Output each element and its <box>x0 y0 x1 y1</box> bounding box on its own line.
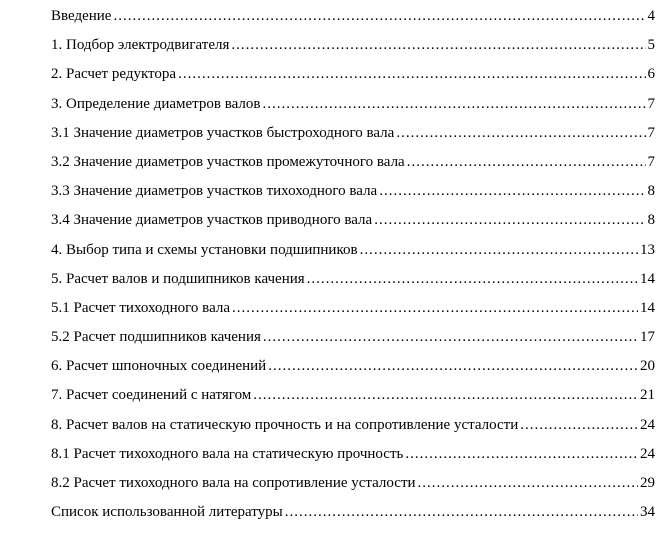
toc-dot-leader <box>113 6 645 26</box>
toc-entry-page: 7 <box>647 153 655 170</box>
toc-dot-leader <box>396 123 645 143</box>
toc-dot-leader <box>379 181 645 201</box>
toc-entry-title: Введение <box>51 8 112 24</box>
toc-dot-leader <box>405 444 638 464</box>
toc-entry-page: 13 <box>640 241 655 258</box>
toc-dot-leader <box>520 415 638 435</box>
toc-entry-title: 3. Определение диаметров валов <box>51 95 261 112</box>
toc-entry-title: 8.2 Расчет тихоходного вала на сопротивление усталости <box>51 475 416 491</box>
toc-entry-6[interactable] <box>51 356 655 385</box>
toc-entry-title: 8.1 Расчет тихоходного вала на статическую прочность <box>51 445 404 462</box>
toc-dot-leader <box>253 385 638 405</box>
toc-entry-8-1[interactable] <box>51 444 655 473</box>
toc-dot-leader <box>263 94 646 114</box>
toc-dot-leader <box>285 502 638 522</box>
toc-entry-page: 6 <box>647 66 655 83</box>
toc-entry-title: 1. Подбор электродвигателя <box>51 37 230 54</box>
toc-entry-title: 3.1 Значение диаметров участков быстроходного вала <box>51 124 395 141</box>
toc-entry-5[interactable] <box>51 269 655 298</box>
toc-entry-page: 8 <box>647 212 655 229</box>
toc-entry-title: 4. Выбор типа и схемы установки подшипников <box>51 241 358 258</box>
toc-entry-page: 5 <box>647 37 655 54</box>
toc-entry-references[interactable] <box>51 502 655 531</box>
toc-dot-leader <box>231 35 645 55</box>
toc-entry-page: 21 <box>640 387 655 404</box>
toc-entry-title: 8. Расчет валов на статическую прочность и на сопротивление усталости <box>51 416 519 433</box>
toc-entry-page: 24 <box>640 416 655 433</box>
toc-entry-page: 14 <box>640 270 655 287</box>
toc-entry-title: 6. Расчет шпоночных соединений <box>51 358 267 375</box>
toc-entry-page: 24 <box>640 445 655 462</box>
toc-entry-title: 2. Расчет редуктора <box>51 66 177 83</box>
toc-dot-leader <box>360 240 638 260</box>
toc-entry-page: 7 <box>647 95 655 112</box>
toc-dot-leader <box>418 473 638 493</box>
toc-entry-page: 7 <box>647 124 655 141</box>
toc-dot-leader <box>232 298 638 318</box>
toc-entry-title: 3.4 Значение диаметров участков приводного вала <box>51 212 373 229</box>
toc-entry-page: 34 <box>640 504 655 521</box>
toc-entry-8-2[interactable] <box>51 473 655 502</box>
table-of-contents <box>51 6 655 531</box>
toc-entry-page: 20 <box>640 358 655 375</box>
toc-entry-7[interactable] <box>51 385 655 414</box>
toc-entry-title: 3.3 Значение диаметров участков тихоходного вала <box>51 183 378 200</box>
toc-entry-title: 5.1 Расчет тихоходного вала <box>51 299 231 316</box>
toc-entry-introduction[interactable] <box>51 6 655 35</box>
toc-entry-3-3[interactable] <box>51 181 655 210</box>
toc-entry-3-2[interactable] <box>51 152 655 181</box>
toc-entry-5-1[interactable] <box>51 298 655 327</box>
toc-entry-title: 5.2 Расчет подшипников качения <box>51 329 261 346</box>
toc-entry-page: 8 <box>647 183 655 200</box>
toc-entry-title: 3.2 Значение диаметров участков промежуточного вала <box>51 153 405 170</box>
toc-entry-title: 5. Расчет валов и подшипников качения <box>51 270 305 287</box>
toc-entry-5-2[interactable] <box>51 327 655 356</box>
toc-entry-title: Список использованной литературы <box>51 504 283 521</box>
toc-entry-page: 14 <box>640 299 655 316</box>
toc-dot-leader <box>407 152 646 172</box>
toc-dot-leader <box>268 356 638 376</box>
toc-entry-2[interactable] <box>51 64 655 93</box>
toc-entry-3-4[interactable] <box>51 210 655 239</box>
toc-dot-leader <box>307 269 638 289</box>
toc-entry-4[interactable] <box>51 240 655 269</box>
toc-entry-8[interactable] <box>51 415 655 444</box>
toc-entry-page: 17 <box>640 329 655 346</box>
toc-entry-title: 7. Расчет соединений с натягом <box>51 387 252 404</box>
toc-dot-leader <box>263 327 638 347</box>
toc-entry-page: 29 <box>640 475 655 491</box>
toc-dot-leader <box>374 210 645 230</box>
toc-entry-1[interactable] <box>51 35 655 64</box>
toc-dot-leader <box>178 64 645 84</box>
toc-entry-3-1[interactable] <box>51 123 655 152</box>
toc-entry-page: 4 <box>647 8 655 24</box>
toc-entry-3[interactable] <box>51 94 655 123</box>
